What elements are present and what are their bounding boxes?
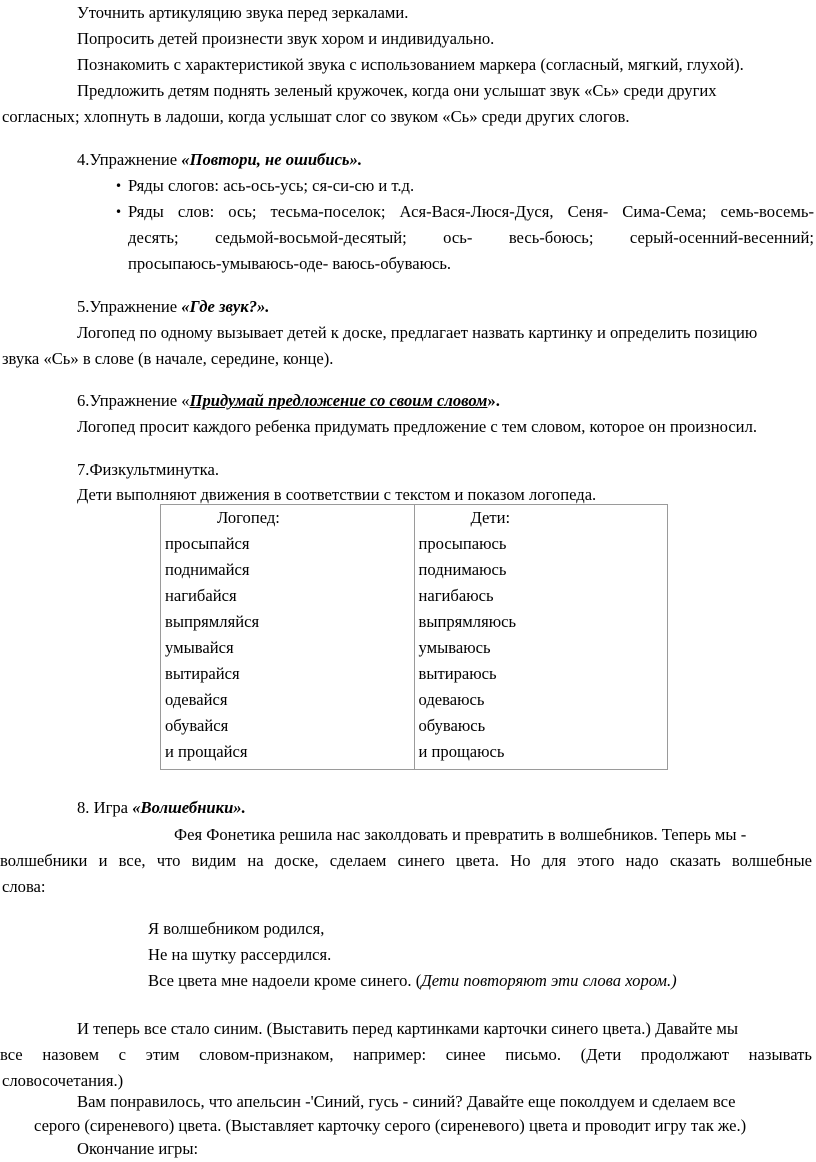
poem-line [148,968,677,994]
table-cell: обувайся [165,716,229,735]
poem-text: Все цвета мне надоели кроме синего. ( [148,971,422,990]
exercise-title: Придумай предложение со своим словом [189,391,488,410]
text-line: словосочетания.) [2,1071,124,1090]
table-cell: и прощайся [165,742,248,761]
list-item-continuation: десять; седьмой-восьмой-десятый; ось- весь-боюсь; серый-осенний-весенний; [128,228,814,247]
paragraph-text: И теперь все стало синим. (Выставить перед картинками карточки синего цвета.) Давайте мы [77,1019,739,1038]
exercise-prefix: 5.Упражнение [77,297,182,316]
table-cell: просыпаюсь [418,534,507,553]
table-column-children [414,505,668,770]
text-line: Логопед просит каждого ребенка придумать предложение с тем словом, которое он произносил. [77,417,757,436]
text-line: Уточнить артикуляцию звука перед зеркалами. [77,3,409,22]
poem-line: Я волшебником родился, [148,919,325,938]
table-cell: обуваюсь [418,716,486,735]
poem-note: Дети повторяют эти слова хором.) [421,971,677,990]
table-cell: нагибайся [165,586,237,605]
table-cell: одевайся [165,690,228,709]
text-line: слова: [2,877,46,896]
bullet-icon: • [115,205,123,219]
exercise-prefix: 6.Упражнение « [77,391,190,410]
paragraph-text: Вам понравилось, что апельсин -'Синий, гусь - синий? Давайте еще поколдуем и сделаем все [77,1092,736,1111]
table-header: Логопед: [217,508,280,527]
table-header: Дети: [470,508,511,527]
list-item: Ряды слогов: ась-ось-усь; ся-си-сю и т.д. [128,176,415,195]
list-item: Ряды слов: ось; тесьма-поселок; Ася-Вася-Люся-Дуся, Сеня- Сима-Сема; семь-восемь- [128,202,814,221]
text-line: серого (сиреневого) цвета. (Выставляет карточку серого (сиреневого) цвета и проводит игру так же.) [34,1116,747,1135]
table-cell: умывайся [165,638,234,657]
list-item-continuation: просыпаюсь-умываюсь-оде- ваюсь-обуваюсь. [128,254,452,273]
paragraph-text: Фея Фонетика решила нас заколдовать и превратить в волшебников. Теперь мы - [174,825,747,844]
table-cell: умываюсь [418,638,491,657]
table-cell: нагибаюсь [418,586,494,605]
text-line [77,1089,736,1115]
table-cell: одеваюсь [418,690,485,709]
bullet-icon: • [115,179,123,193]
table-cell: поднимаюсь [418,560,507,579]
text-line: Предложить детям поднять зеленый кружочек, когда они услышат звук «Сь» среди других [77,81,717,100]
text-line: Логопед по одному вызывает детей к доске, предлагает назвать картинку и определить позицию [77,323,758,342]
text-line [77,1016,738,1042]
text-line: Попросить детей произнести звук хором и индивидуально. [77,29,495,48]
table-cell: выпрямляйся [165,612,260,631]
table-cell: и прощаюсь [418,742,505,761]
exercise-title: «Волшебники». [132,798,246,817]
exercise-suffix: ». [487,391,500,410]
table-cell: просыпайся [165,534,250,553]
text-line: звука «Сь» в слове (в начале, середине, конце). [2,349,334,368]
exercise-prefix: 4.Упражнение [77,150,182,169]
exercise-4-heading [77,147,362,173]
table-column-logoped [161,505,415,770]
table-cell: выпрямляюсь [418,612,517,631]
exercise-title: «Где звук?». [181,297,270,316]
text-line: волшебники и все, что видим на доске, сделаем синего цвета. Но для этого надо сказать волшебные [0,851,812,870]
exercise-8-heading [77,795,246,821]
text-line: Дети выполняют движения в соответствии с текстом и показом логопеда. [77,485,597,504]
text-line: согласных; хлопнуть в ладоши, когда услышат слог со звуком «Сь» среди других слогов. [2,107,630,126]
table-cell: вытираюсь [418,664,497,683]
text-line: все назовем с этим словом-признаком, например: синее письмо. (Дети продолжают называть [0,1045,812,1064]
text-line: Окончание игры: [77,1139,199,1158]
text-line: Познакомить с характеристикой звука с использованием маркера (согласный, мягкий, глухой). [77,55,744,74]
exercise-table [160,504,668,770]
exercise-7-heading: 7.Физкультминутка. [77,460,219,479]
exercise-title: «Повтори, не ошибись». [181,150,362,169]
poem-line: Не на шутку рассердился. [148,945,332,964]
text-line [174,822,746,848]
exercise-5-heading [77,294,269,320]
table-cell: вытирайся [165,664,240,683]
exercise-6-heading [77,388,500,414]
exercise-prefix: 8. Игра [77,798,133,817]
table-cell: поднимайся [165,560,250,579]
